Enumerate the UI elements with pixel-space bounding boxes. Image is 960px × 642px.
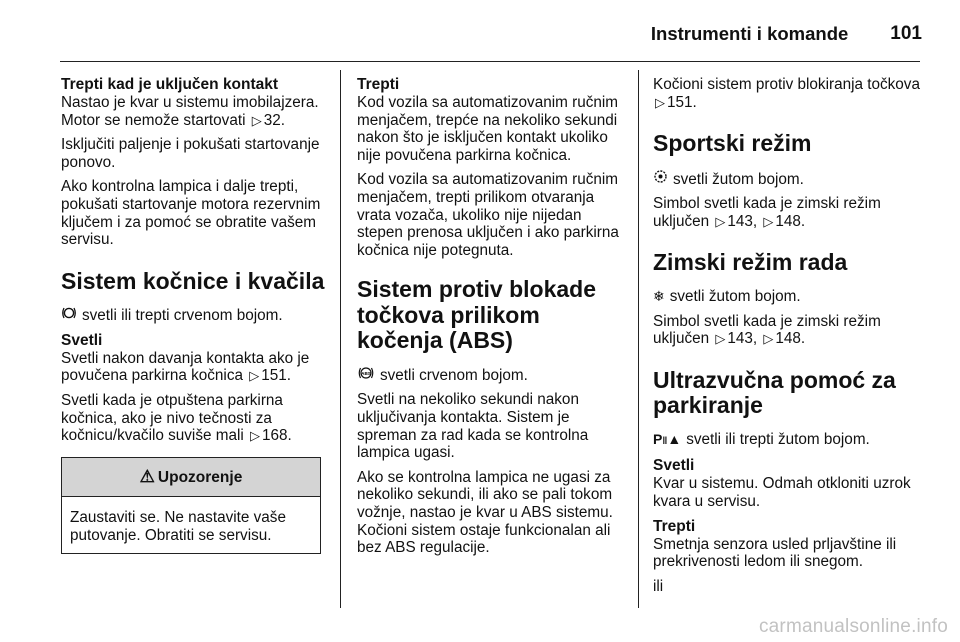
text: svetli žutom bojom. bbox=[669, 287, 801, 305]
column-divider-2 bbox=[638, 70, 639, 608]
warning-triangle-icon: ⚠ bbox=[139, 466, 155, 486]
paragraph bbox=[653, 195, 928, 230]
paragraph bbox=[653, 313, 928, 348]
text: Nastao je kvar u sistemu imobilajzera. Motor se nemože startovati bbox=[61, 94, 319, 129]
column-divider-1 bbox=[340, 70, 341, 608]
page-ref-arrow-icon: ▷ bbox=[763, 213, 774, 229]
text: svetli ili trepti crvenom bojom. bbox=[82, 307, 283, 325]
heading-abs: Sistem protiv blokade točkova prilikom kočenja (ABS) bbox=[357, 276, 597, 354]
paragraph: Isključiti paljenje i pokušati startovanje ponovo. bbox=[61, 136, 320, 171]
column-1 bbox=[61, 76, 326, 554]
paragraph bbox=[653, 169, 928, 189]
text: Kočioni sistem protiv blokiranja točkova bbox=[653, 76, 920, 93]
text: Svetli kada je otpuštena parkirna kočnica, ako je nivo tečnosti za kočnicu/kvačilo suviše mali bbox=[61, 392, 283, 445]
warning-title: Upozorenje bbox=[157, 468, 243, 486]
paragraph: ili bbox=[653, 577, 664, 595]
page-header-title: Instrumenti i komande bbox=[650, 23, 849, 44]
heading-sistem-kocnice: Sistem kočnice i kvačila bbox=[61, 267, 325, 294]
abs-icon bbox=[357, 366, 375, 385]
text: Simbol svetli kada je zimski režim uključen bbox=[653, 195, 881, 230]
subheading-trepti: Trepti bbox=[357, 76, 400, 93]
page-ref: 148. bbox=[775, 330, 806, 348]
subheading-trepti: Trepti bbox=[653, 517, 696, 535]
column-3 bbox=[653, 76, 928, 602]
page-number: 101 bbox=[890, 23, 922, 44]
paragraph bbox=[61, 94, 326, 129]
text: svetli žutom bojom. bbox=[673, 170, 804, 188]
warning-text: Zaustaviti se. Ne nastavite vaše putovanje. Obratiti se servisu. bbox=[70, 509, 286, 544]
parking-assist-icon: P‖▲ bbox=[653, 430, 682, 447]
paragraph: Kvar u sistemu. Odmah otkloniti uzrok kvara u servisu. bbox=[653, 475, 911, 510]
page-ref-arrow-icon: ▷ bbox=[655, 94, 665, 110]
heading-ultra: Ultrazvučna pomoć za parkiranje bbox=[653, 366, 896, 419]
page-ref: 32. bbox=[263, 111, 286, 129]
page-ref-arrow-icon: ▷ bbox=[251, 112, 262, 128]
page-ref: 151. bbox=[261, 367, 292, 385]
text: Svetli nakon davanja kontakta ako je povučena parkirna kočnica bbox=[61, 349, 310, 385]
paragraph bbox=[61, 306, 326, 325]
text: svetli ili trepti žutom bojom. bbox=[686, 430, 870, 448]
svg-text:ABS: ABS bbox=[361, 370, 371, 376]
paragraph: Svetli na nekoliko sekundi nakon uključivanja kontakta. Sistem je spreman za rad kada se kontrolna lampica ugasi. bbox=[357, 391, 589, 462]
paragraph: Ako kontrolna lampica i dalje trepti, pokušati startovanje motora rezervnim ključem i za pomoć se obratite vašem servisu. bbox=[61, 178, 321, 249]
text: Simbol svetli kada je zimski režim uključen bbox=[653, 312, 881, 348]
page-ref-arrow-icon: ▷ bbox=[249, 368, 260, 384]
paragraph: Kod vozila sa automatizovanim ručnim menjačem, trepće na nekoliko sekundi nakon što je isključen kontakt ukoliko nije povučena parkirna kočnica. bbox=[357, 94, 619, 164]
page-ref: 143, bbox=[727, 330, 758, 348]
paragraph bbox=[61, 392, 326, 445]
page-ref: 143, bbox=[727, 212, 758, 230]
paragraph bbox=[61, 350, 326, 385]
snowflake-icon: ❄ bbox=[653, 287, 665, 304]
page-ref-arrow-icon: ▷ bbox=[715, 213, 726, 229]
warning-header bbox=[62, 458, 320, 498]
brake-warning-icon bbox=[61, 306, 77, 325]
heading-sport: Sportski režim bbox=[653, 130, 812, 157]
page-ref-arrow-icon: ▷ bbox=[715, 331, 726, 347]
paragraph bbox=[653, 288, 928, 306]
page-ref-arrow-icon: ▷ bbox=[250, 428, 261, 444]
paragraph: Kod vozila sa automatizovanim ručnim menjačem, trepti prilikom otvaranja vrata vozača, ukoliko nije nijedan stepen prenosa uključen i ako parkirna kočnica nije potegnuta. bbox=[357, 171, 619, 259]
subheading-svetli: Svetli bbox=[653, 457, 695, 475]
heading-zimski: Zimski režim rada bbox=[653, 249, 848, 276]
page-ref: 148. bbox=[775, 212, 806, 230]
column-2 bbox=[357, 76, 627, 564]
page-ref: 168. bbox=[262, 427, 292, 445]
heading-trepti-kontakt: Trepti kad je uključen kontakt bbox=[61, 76, 279, 93]
subheading-svetli: Svetli bbox=[61, 331, 103, 349]
page-ref: 151. bbox=[667, 93, 697, 111]
header-rule bbox=[60, 61, 920, 62]
text: svetli crvenom bojom. bbox=[380, 366, 528, 384]
paragraph bbox=[653, 76, 928, 111]
paragraph: Ako se kontrolna lampica ne ugasi za nekoliko sekundi, ili ako se pali tokom vožnje, nastao je kvar u ABS sistemu. Kočioni sistem ostaje funkcionalan ali bez ABS regulacije. bbox=[357, 468, 613, 557]
paragraph bbox=[653, 431, 928, 451]
paragraph: Smetnja senzora usled prljavštine ili prekrivenosti ledom ili snegom. bbox=[653, 535, 897, 571]
page-ref-arrow-icon: ▷ bbox=[763, 331, 774, 347]
paragraph bbox=[357, 366, 627, 385]
warning-box bbox=[61, 457, 321, 554]
sport-mode-icon bbox=[653, 169, 668, 189]
watermark: carmanualsonline.info bbox=[758, 616, 948, 637]
page-header bbox=[60, 18, 922, 50]
